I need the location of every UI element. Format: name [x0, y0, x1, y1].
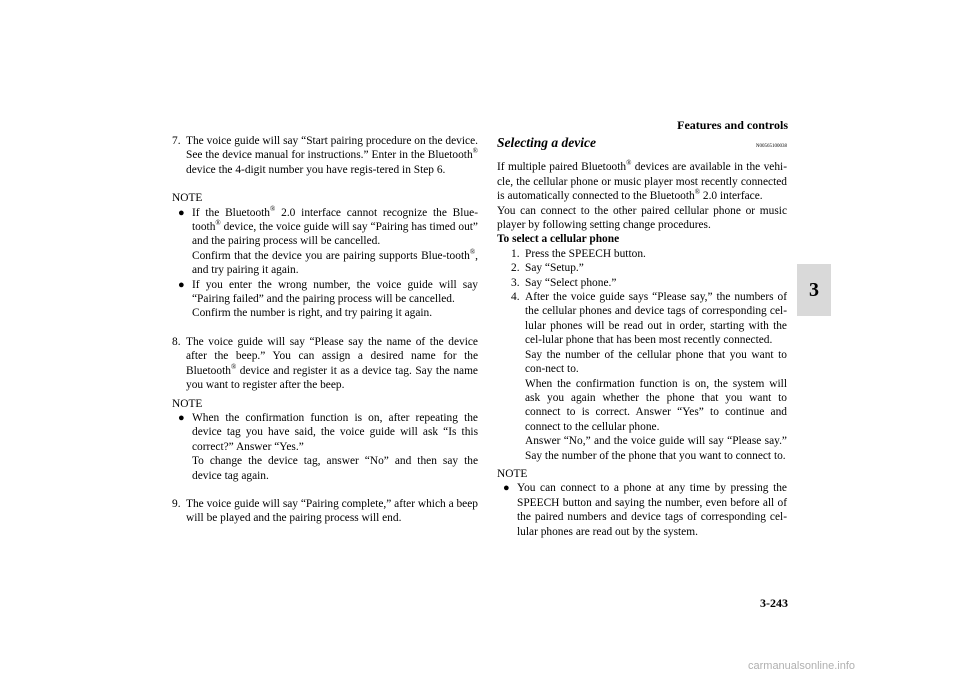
step-8 — [172, 335, 478, 393]
step-1 — [497, 247, 787, 261]
step-number: 3. — [511, 276, 520, 289]
note-bullet — [172, 278, 478, 321]
note-bullet — [172, 411, 478, 483]
note-text: Confirm that the device you are pairing supports Blue-tooth®, and try pairing it again. — [192, 248, 478, 277]
step-number: 4. — [511, 291, 520, 304]
bullet-icon: ● — [178, 206, 185, 219]
note-text: Confirm the number is right, and try pairing it again. — [192, 307, 433, 320]
step-text: Say “Select phone.” — [525, 276, 617, 289]
subheading: To select a cellular phone — [497, 233, 620, 246]
note-text: If you enter the wrong number, the voice guide will say “Pairing failed” and the pairing process will be cancelled. — [192, 278, 478, 306]
bullet-icon: ● — [178, 278, 185, 291]
step-text: Answer “No,” and the voice guide will say “Please say.” Say the number of the phone that you want to connect to. — [525, 435, 787, 462]
section-heading: Selecting a device — [497, 135, 596, 150]
page-number: 3-243 — [760, 596, 788, 610]
step-text: Say the number of the cellular phone that you want to con-nect to. — [525, 348, 787, 376]
note-bullet — [172, 206, 478, 278]
note-text: To change the device tag, answer “No” and then say the device tag again. — [192, 455, 478, 482]
note-label: NOTE — [497, 467, 528, 480]
running-header: Features and controls — [677, 118, 788, 132]
chapter-tab: 3 — [797, 264, 831, 316]
step-number: 2. — [511, 262, 520, 275]
note-block — [172, 191, 478, 321]
right-column — [497, 136, 787, 539]
step-text: The voice guide will say “Please say the name of the device after the beep.” You can assign a desired name for the Bluetooth® device and register it as a device tag. Say the name you want to register after the beep. — [186, 335, 478, 392]
note-text: When the confirmation function is on, after repeating the device tag you have said, the voice guide will ask “Is this correct?” Answer “Yes.” — [192, 411, 478, 453]
step-number: 9. — [172, 497, 181, 510]
note-text: If the Bluetooth® 2.0 interface cannot recognize the Blue-tooth® device, the voice guide will say “Pairing has timed out” and the pairing process will be cancelled. — [192, 204, 478, 248]
left-column — [172, 134, 478, 526]
step-2 — [497, 261, 787, 275]
section-code: N00565100038 — [755, 144, 787, 149]
step-number: 7. — [172, 135, 181, 147]
step-text: After the voice guide says “Please say,” the numbers of the cellular phones and device tags of corresponding cel-lular phones will be read out in order, starting with the cel-lular phone that has been most recently connected. — [525, 291, 787, 347]
step-text: The voice guide will say “Start pairing procedure on the device. See the device manual for instructions.” Enter in the Bluetooth® device the 4-digit number you have regis-tered in Step 6. — [186, 135, 478, 176]
step-text: Press the SPEECH button. — [525, 247, 646, 260]
note-label: NOTE — [172, 397, 203, 410]
paragraph: If multiple paired Bluetooth® devices are available in the vehi-cle, the cellular phone or music player most recently connected is automatically connected to the Bluetooth® 2.0 interface. — [497, 159, 788, 203]
step-text: When the confirmation function is on, the system will ask you again whether the phone that you want to connect to is correct. Answer “Yes” to continue and connect to the cellular phone. — [525, 377, 787, 433]
note-label: NOTE — [172, 192, 203, 205]
watermark: carmanualsonline.info — [748, 660, 856, 672]
paragraph: You can connect to the other paired cellular phone or music player by following setting change procedures. — [497, 204, 787, 232]
step-4 — [497, 290, 787, 463]
bullet-icon: ● — [503, 482, 510, 495]
note-block — [497, 467, 787, 539]
note-text: You can connect to a phone at any time by pressing the SPEECH button and saying the number, even before all of the paired numbers and device tags of corresponding cel-lular phones are read out by the system. — [517, 482, 787, 538]
step-3 — [497, 276, 787, 290]
step-9 — [172, 497, 478, 526]
step-number: 1. — [511, 247, 520, 260]
bullet-icon: ● — [178, 411, 185, 424]
note-bullet — [497, 481, 787, 539]
step-text: Say “Setup.” — [525, 262, 584, 275]
step-number: 8. — [172, 335, 181, 348]
step-text: The voice guide will say “Pairing complete,” after which a beep will be played and the pairing process will end. — [186, 497, 478, 525]
step-7 — [172, 134, 478, 177]
note-block — [172, 397, 478, 483]
section-heading-row — [497, 136, 787, 154]
